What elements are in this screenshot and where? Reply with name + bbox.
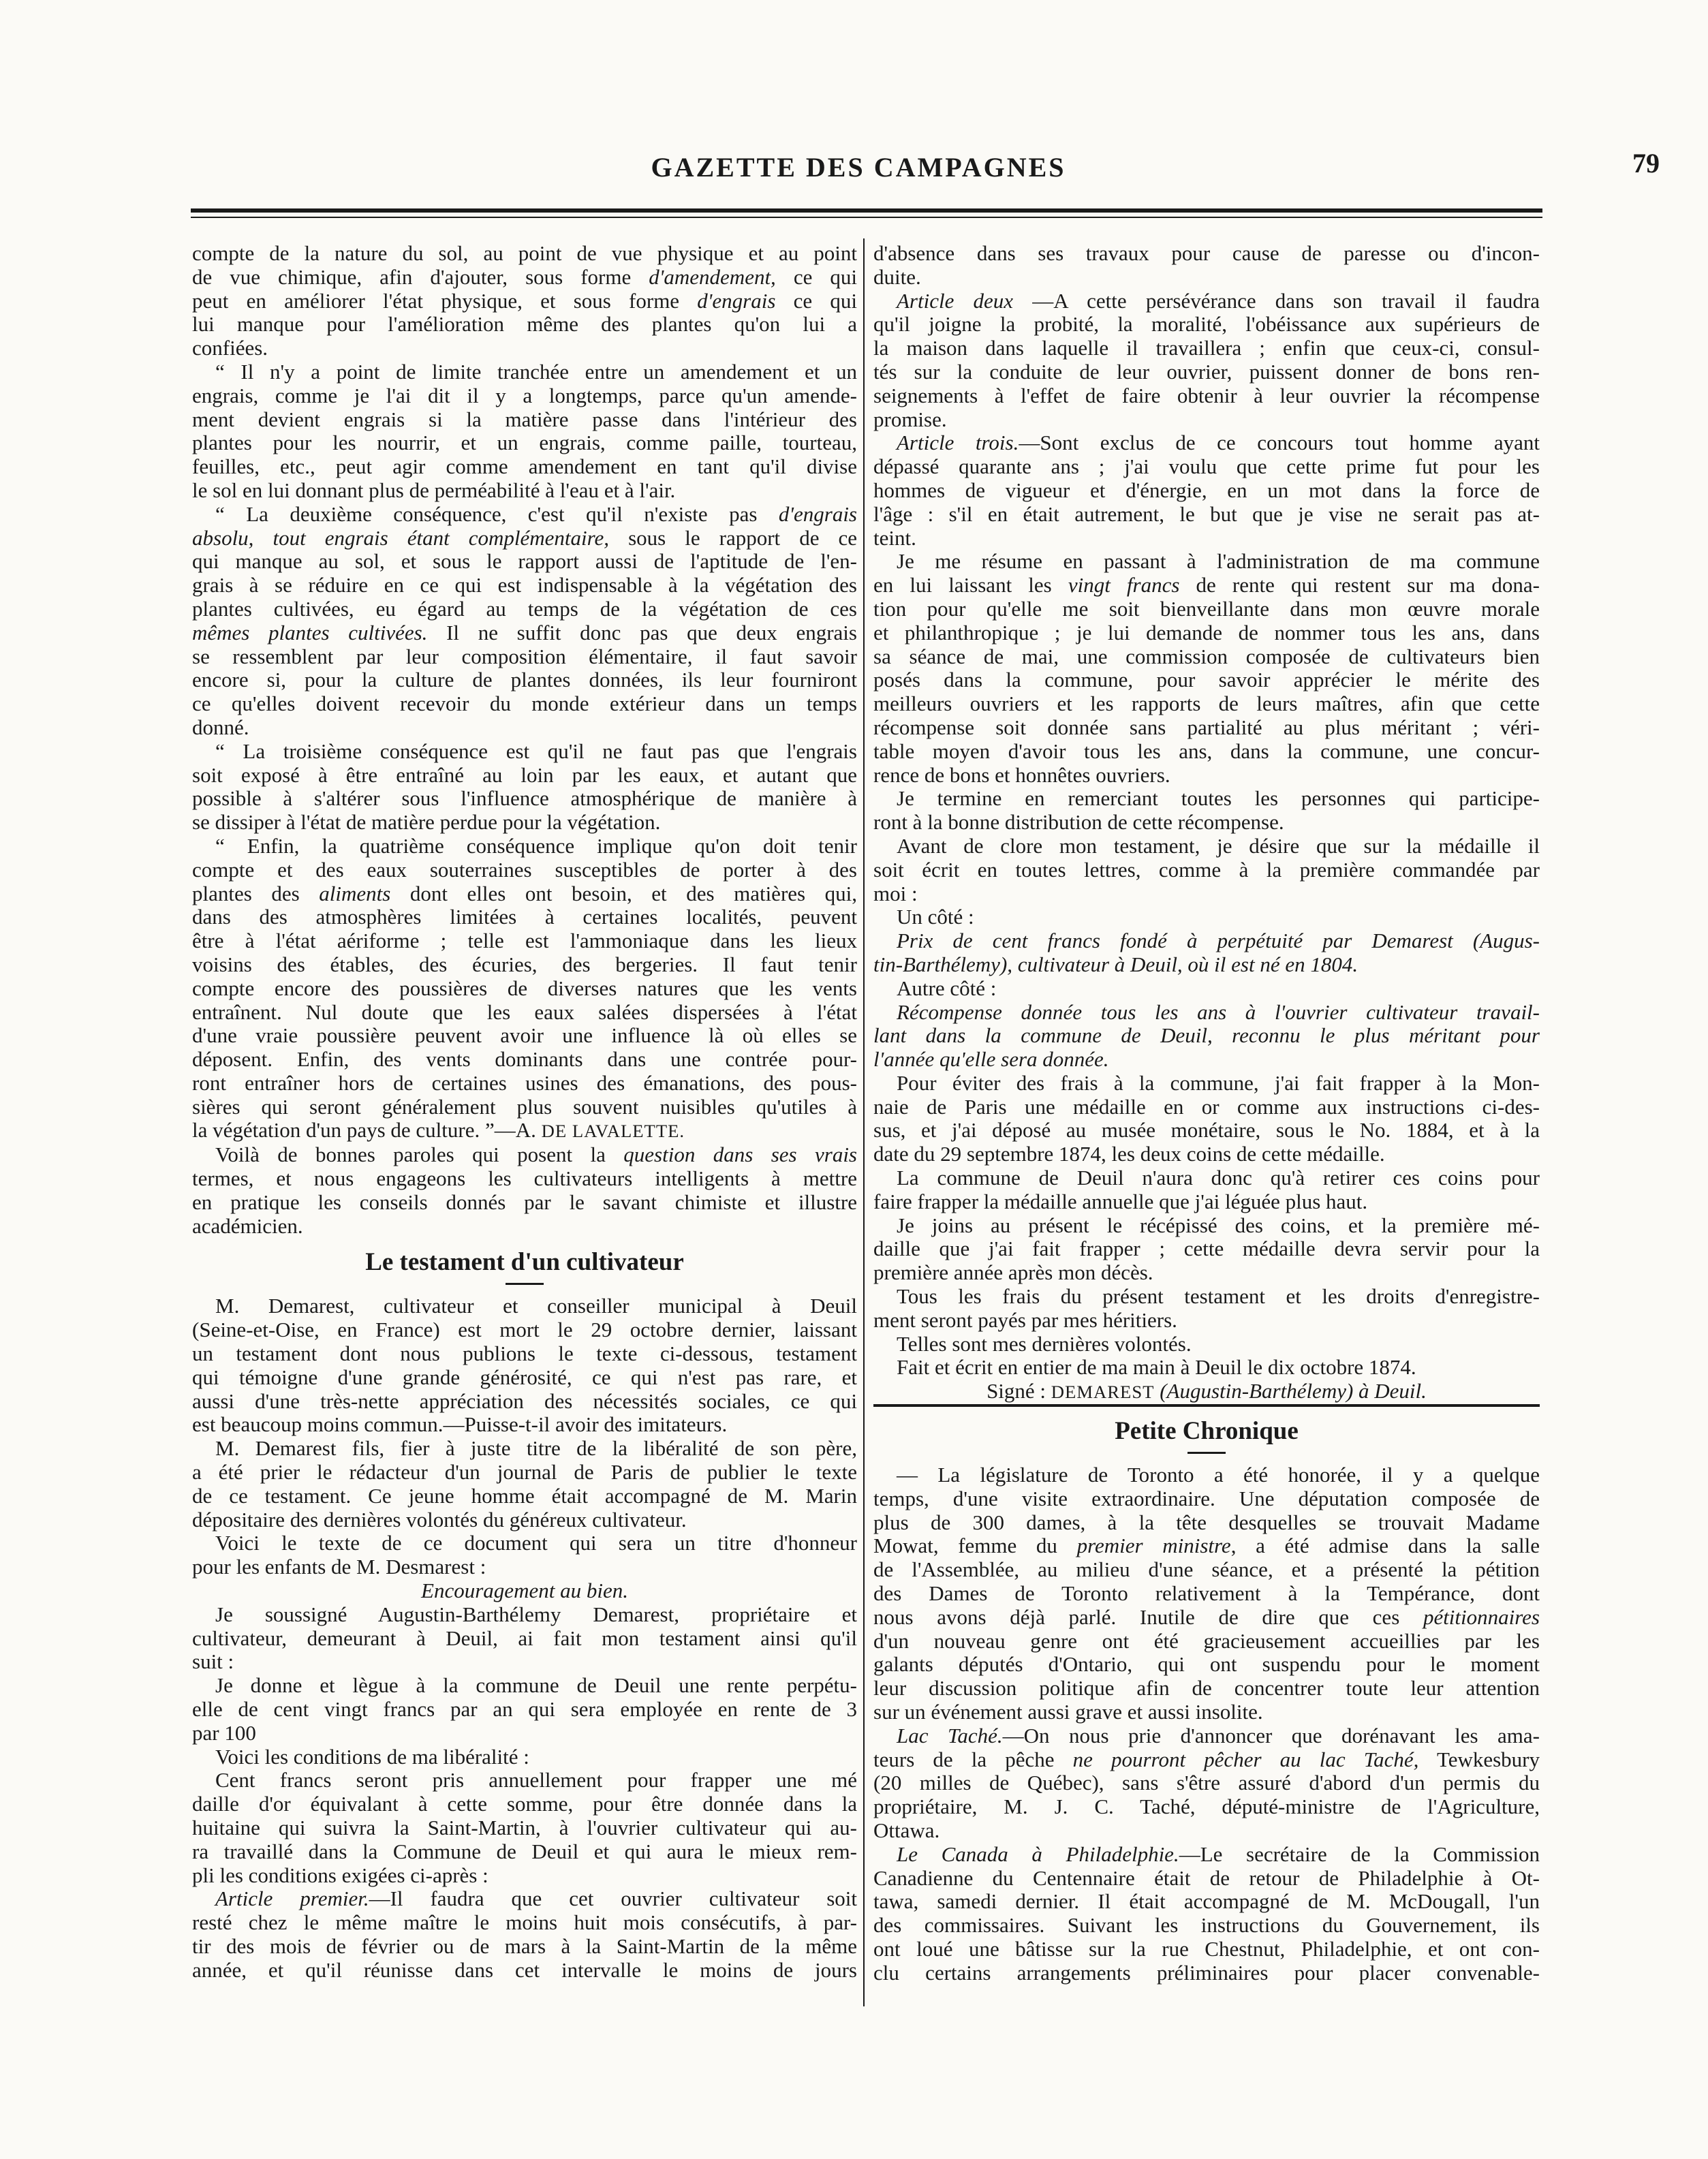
text-line: dans des atmosphères limitées à certaines localités, peuvent <box>192 905 857 929</box>
paragraph <box>192 1294 857 1437</box>
text-run: ce qui <box>775 288 857 313</box>
italic-run: d'amendement, <box>649 264 776 289</box>
text-line: sus, et j'ai déposé au musée monétaire, sous le No. 1884, et à la <box>873 1118 1540 1143</box>
text-line: suit : <box>192 1649 234 1674</box>
text-run: plantes des <box>192 881 320 905</box>
text-line <box>873 1748 1540 1772</box>
text-line: leur discussion politique afin de concentrer toute leur attention <box>873 1676 1540 1700</box>
text-line <box>192 1119 857 1143</box>
text-line: compte et des eaux souterraines susceptibles de porter à des <box>192 857 857 882</box>
text-line: feuilles, etc., peut agir comme amendement en tant qu'il divise <box>192 454 857 479</box>
text-line: galants députés d'Ontario, qui ont suspendu pour le moment <box>873 1652 1540 1677</box>
paragraph <box>192 835 857 1143</box>
text-line: donné. <box>192 715 249 739</box>
text-line: (Seine-et-Oise, en France) est mort le 29 octobre dernier, laissant <box>192 1318 857 1342</box>
text-line: posés dans la commune, pour savoir apprécier le mérite des <box>873 668 1540 692</box>
italic-run: Lac Taché. <box>897 1723 1003 1748</box>
text-line <box>192 1143 857 1167</box>
text-line: plus de 300 dames, à la tête desquelles se trouvait Madame <box>873 1510 1540 1534</box>
text-line <box>873 929 1540 953</box>
paragraph <box>873 929 1540 977</box>
italic-run: pétitionnaires <box>1423 1604 1540 1629</box>
text-line: sa séance de mai, une commission composée de cultivateurs bien <box>873 644 1540 668</box>
text-line: des Dames de Toronto relativement à la Tempérance, dont <box>873 1581 1540 1606</box>
text-line: de l'Assemblée, au milieu d'une séance, et a présenté la pétition <box>873 1557 1540 1582</box>
text-line: l'âge : s'il en était autrement, le but que je vise ne serait pas at- <box>873 501 1540 526</box>
italic-run: Prix de cent francs fondé à perpétuité par Demarest (Augus- <box>897 929 1540 953</box>
text-run: de rente qui restent sur ma dona- <box>1179 573 1540 597</box>
text-line: huitaine qui suivra la Saint-Martin, à l'ouvrier cultivateur qui au- <box>192 1816 857 1839</box>
text-line: a été prier le rédacteur d'un journal de Paris de publier le texte <box>192 1460 857 1485</box>
paragraph <box>873 905 1540 929</box>
text-run: —On nous prie d'annoncer que dorénavant les ama- <box>1002 1723 1540 1748</box>
text-run: Tewkesbury <box>1418 1747 1540 1771</box>
text-line: compte encore des poussières de diverses natures que les vents <box>192 976 857 1000</box>
text-line: d'une vraie poussière peuvent avoir une influence là où elles se <box>192 1023 857 1048</box>
text-line: “ Enfin, la quatrième conséquence implique qu'on doit tenir <box>215 833 857 858</box>
text-line <box>192 266 857 290</box>
text-line: tion pour qu'elle me soit bienveillante dans mon œuvre morale <box>873 596 1540 621</box>
paragraph <box>873 1166 1540 1214</box>
paragraph <box>873 1072 1540 1166</box>
italic-run: Récompense donnée tous les ans à l'ouvrier cultivateur travail- <box>897 999 1540 1024</box>
text-line: plantes pour les nourrir, et un engrais, comme paille, tourteau, <box>192 431 857 455</box>
right-column <box>873 242 1540 1985</box>
header-rule-thin <box>191 217 1542 218</box>
text-line <box>873 1048 1540 1072</box>
text-line: ment devient engrais si la matière passe dans l'intérieur des <box>192 407 857 431</box>
text-run: sous le rapport de ce <box>609 525 857 550</box>
paragraph <box>873 1214 1540 1285</box>
centered-paragraph <box>192 1579 857 1603</box>
text-line: clu certains arrangements préliminaires pour placer convenable- <box>873 1960 1540 1985</box>
text-line: première année après mon décès. <box>873 1260 1153 1285</box>
text-line: (20 milles de Québec), sans s'être assuré d'abord d'un permis du <box>873 1771 1540 1795</box>
text-line: pour les enfants de M. Desmarest : <box>192 1555 486 1579</box>
paragraph <box>873 550 1540 787</box>
italic-run: premier ministre <box>1076 1534 1231 1558</box>
header-rule-thick <box>191 208 1542 213</box>
text-run: la végétation d'un pays de culture. ”—A. <box>192 1118 542 1143</box>
text-line: “ La troisième conséquence est qu'il ne faut pas que l'engrais <box>215 739 857 763</box>
small-caps-run: DE LAVALETTE. <box>541 1121 685 1142</box>
text-run: —A cette persévérance dans son travail il faudra <box>1013 288 1540 313</box>
text-line <box>873 1024 1540 1048</box>
publication-title: GAZETTE DES CAMPAGNES <box>651 152 1066 183</box>
paragraph <box>192 1603 857 1674</box>
text-line: est beaucoup moins commun.—Puisse-t-il avoir des imitateurs. <box>192 1412 728 1437</box>
text-line: Je joins au présent le récépissé des coins, et la première mé- <box>897 1213 1540 1237</box>
text-line: propriétaire, M. J. C. Taché, député-ministre de l'Agriculture, <box>873 1795 1540 1819</box>
text-line: elle de cent vingt francs par an qui sera employée en rente de 3 <box>192 1697 857 1722</box>
italic-run: Article deux <box>897 288 1014 313</box>
column-divider <box>863 238 865 2006</box>
section-heading-title: Le testament d'un cultivateur <box>365 1248 684 1277</box>
text-line: Fait et écrit en entier de ma main à Deuil le dix octobre 1874. <box>897 1355 1416 1380</box>
text-line: naie de Paris une médaille en or comme aux instructions ci-des- <box>873 1094 1540 1119</box>
text-line: des commissaires. Suivant les instructions du Gouvernement, ils <box>873 1913 1540 1938</box>
text-run: Signé : <box>987 1379 1051 1403</box>
text-line <box>192 1887 857 1911</box>
text-line <box>192 290 857 313</box>
section-heading-title: Petite Chronique <box>1115 1417 1299 1446</box>
text-line: par 100 <box>192 1720 256 1745</box>
paragraph <box>873 431 1540 550</box>
text-line: seignements à l'effet de faire obtenir à leur ouvrier la récompense <box>873 383 1540 407</box>
small-caps-run: DEMAREST <box>1051 1382 1155 1403</box>
text-line: voisins des étables, des écuries, des bergeries. Il faut tenir <box>192 952 857 976</box>
text-line <box>873 574 1540 597</box>
text-line <box>192 527 857 550</box>
text-line: M. Demarest fils, fier à juste titre de la libéralité de son père, <box>215 1436 857 1461</box>
text-line: duite. <box>873 264 921 289</box>
text-line: se dissiper à l'état de matière perdue pour la végétation. <box>192 810 661 835</box>
text-line: tir des mois de février ou de mars à la Saint-Martin de la même <box>192 1933 857 1958</box>
italic-run: question dans ses vrais <box>623 1143 857 1167</box>
paragraph <box>873 290 1540 432</box>
paragraph <box>192 1745 857 1769</box>
text-line: qui témoigne d'une grande générosité, ce qui n'est pas rare, et <box>192 1365 857 1389</box>
text-line: confiées. <box>192 336 268 360</box>
text-line <box>873 1843 1540 1867</box>
text-line <box>873 431 1540 455</box>
paragraph <box>873 1356 1540 1380</box>
text-line: daille d'or équivalant à cette somme, pour être donnée dans la <box>192 1792 857 1816</box>
paragraph <box>873 1333 1540 1356</box>
text-line: d'un nouveau genre ont été gracieusement accueillies par les <box>873 1628 1540 1653</box>
paragraph <box>873 977 1540 1001</box>
text-line: termes, et nous engageons les cultivateurs intelligents à mettre <box>192 1166 857 1191</box>
paragraph <box>192 1887 857 1982</box>
text-run: , a été admise dans la salle <box>1230 1534 1540 1558</box>
text-line: daille que j'ai fait frapper ; cette médaille devra servir pour la <box>873 1237 1540 1261</box>
italic-run: aliments <box>319 881 391 905</box>
text-line: date du 29 septembre 1874, les deux coins de cette médaille. <box>873 1142 1385 1166</box>
text-line: — La législature de Toronto a été honorée, il y a quelque <box>897 1463 1540 1487</box>
text-line: possible à s'altérer sous l'influence atmosphérique de manière à <box>192 786 857 811</box>
text-line: ront à la bonne distribution de cette récompense. <box>873 810 1284 835</box>
text-line <box>192 1579 857 1603</box>
section-heading <box>192 1238 857 1294</box>
italic-run: (Augustin-Barthélemy) à Deuil. <box>1160 1379 1427 1403</box>
text-line: encore si, pour la culture de plantes données, ils leur fourniront <box>192 668 857 692</box>
text-line: plantes cultivées, eu égard au temps de la végétation de ces <box>192 596 857 621</box>
text-line: La commune de Deuil n'aura donc qu'à retirer ces coins pour <box>897 1166 1540 1190</box>
text-line: engrais, comme je l'ai dit il y a longtemps, parce qu'un amende- <box>192 383 857 407</box>
text-line: aussi d'une très-nette appréciation des nécessités sociales, ce qui <box>192 1388 857 1413</box>
paragraph <box>873 1285 1540 1333</box>
text-line: entraînent. Nul doute que les eaux salées dispersées à l'état <box>192 999 857 1024</box>
italic-run: Encouragement au bien. <box>421 1579 628 1603</box>
text-line <box>873 1606 1540 1630</box>
text-line: ment seront payés par mes héritiers. <box>873 1307 1177 1332</box>
text-line <box>192 621 857 645</box>
text-line: le sol en lui donnant plus de perméabilité à l'eau et à l'air. <box>192 478 676 502</box>
italic-run: tin-Barthélemy), cultivateur à Deuil, où il est né en 1804. <box>873 952 1358 976</box>
text-line <box>873 290 1540 313</box>
paragraph <box>192 242 857 360</box>
text-run: teurs de la pêche <box>873 1747 1073 1771</box>
text-line: Je me résume en passant à l'administration de ma commune <box>897 549 1540 574</box>
text-line: Avant de clore mon testament, je désire que sur la médaille il <box>897 833 1540 858</box>
text-line: récompense soit donnée sans partialité au plus méritant ; véri- <box>873 715 1540 739</box>
text-line: Voici le texte de ce document qui sera un titre d'honneur <box>215 1531 857 1555</box>
text-line <box>873 1724 1540 1748</box>
text-line <box>192 503 857 527</box>
text-line: meilleurs ouvriers et les rapports de leurs maîtres, afin que cette <box>873 692 1540 716</box>
text-line: qu'il joigne la probité, la moralité, l'obéissance aux supérieurs de <box>873 312 1540 337</box>
paragraph <box>873 1843 1540 1985</box>
paragraph <box>192 1437 857 1532</box>
italic-run: l'année qu'elle sera donnée. <box>873 1047 1109 1072</box>
paragraph <box>873 1463 1540 1724</box>
text-line: sières qui seront généralement plus souvent nuisibles qu'utiles à <box>192 1094 857 1119</box>
text-line: année, et qu'il réunisse dans cet intervalle le moins de jours <box>192 1957 857 1982</box>
text-run: dont elles ont besoin, et des matières qui, <box>390 881 858 905</box>
text-run: —Sont exclus de ce concours tout homme ayant <box>1019 431 1540 455</box>
text-line <box>192 882 857 906</box>
text-line: un testament dont nous publions le texte ci-dessous, testament <box>192 1341 857 1366</box>
text-line: Je termine en remerciant toutes les personnes qui participe- <box>897 786 1540 811</box>
paragraph <box>873 242 1540 290</box>
text-line: rence de bons et honnêtes ouvriers. <box>873 762 1170 787</box>
text-line: ront entraîner hors de certaines usines des émanations, des pous- <box>192 1070 857 1095</box>
text-line: dépositaire des dernières volontés du généreux cultivateur. <box>192 1507 687 1532</box>
italic-run: vingt francs <box>1068 573 1180 597</box>
text-line: sur un événement aussi grave et aussi insolite. <box>873 1700 1263 1724</box>
paragraph <box>873 835 1540 905</box>
text-line: d'absence dans ses travaux pour cause de paresse ou d'incon- <box>873 241 1540 265</box>
text-run: —Il faudra que cet ouvrier cultivateur soit <box>369 1886 857 1911</box>
text-line: en pratique les conseils donnés par le savant chimiste et illustre <box>192 1190 857 1214</box>
text-run: Il ne suffit donc pas que deux engrais <box>427 620 857 644</box>
italic-run: Le Canada à Philadelphie. <box>897 1842 1179 1866</box>
text-line: teint. <box>873 525 916 550</box>
text-line: grais à se réduire en ce qui est indispensable à la végétation des <box>192 573 857 597</box>
section-heading <box>873 1407 1540 1463</box>
text-line: temps, d'une visite extraordinaire. Une députation composée de <box>873 1486 1540 1510</box>
text-line <box>873 1001 1540 1025</box>
text-line: Je soussigné Augustin-Barthélemy Demarest, propriétaire et <box>215 1602 857 1626</box>
text-line: lui manque pour l'amélioration même des plantes qu'on lui a <box>192 312 857 337</box>
text-run: en lui laissant les <box>873 573 1068 597</box>
text-line: tés sur la conduite de leur ouvrier, puissent donner de bons ren- <box>873 359 1540 384</box>
centered-paragraph <box>873 1380 1540 1404</box>
italic-run: Article premier. <box>215 1886 369 1911</box>
text-line: soit écrit en toutes lettres, comme à la première commandée par <box>873 857 1540 882</box>
paragraph <box>192 1143 857 1238</box>
text-line: “ Il n'y a point de limite tranchée entre un amendement et un <box>215 359 857 384</box>
paragraph <box>873 1001 1540 1072</box>
text-line: faire frapper la médaille annuelle que j'ai léguée plus haut. <box>873 1189 1368 1213</box>
italic-run: d'engrais <box>778 501 857 526</box>
heading-underline <box>1187 1452 1226 1454</box>
text-line: se ressemblent par leur composition élémentaire, il faut savoir <box>192 644 857 668</box>
italic-run: mêmes plantes cultivées. <box>192 620 428 644</box>
text-run: de vue chimique, afin d'ajouter, sous forme <box>192 264 649 289</box>
text-run: “ La deuxième conséquence, c'est qu'il n'existe pas <box>215 501 779 526</box>
text-line: académicien. <box>192 1213 303 1238</box>
text-line: Un côté : <box>897 905 974 929</box>
text-line: déposent. Enfin, des vents dominants dans une contrée pour- <box>192 1047 857 1072</box>
text-line: moi : <box>873 881 918 905</box>
text-line: Je donne et lègue à la commune de Deuil une rente perpétu- <box>215 1673 857 1698</box>
text-line: Telles sont mes dernières volontés. <box>897 1331 1192 1356</box>
italic-run: absolu, tout engrais étant complémentaire, <box>192 525 610 550</box>
text-line: Autre côté : <box>897 976 997 1000</box>
text-line: pli les conditions exigées ci-après : <box>192 1863 488 1887</box>
text-line: ce qu'elles doivent recevoir du monde extérieur dans un temps <box>192 692 857 716</box>
italic-run: d'engrais <box>697 288 776 313</box>
text-line: cultivateur, demeurant à Deuil, ai fait mon testament ainsi qu'il <box>192 1626 857 1650</box>
paragraph <box>873 1724 1540 1843</box>
paragraph <box>192 503 857 740</box>
text-line: hommes de vigueur et d'énergie, en un mot dans la force de <box>873 478 1540 502</box>
text-line: Voici les conditions de ma libéralité : <box>215 1744 529 1769</box>
text-line: resté chez le même maître le moins huit mois consécutifs, à par- <box>192 1910 857 1935</box>
text-line: qui manque au sol, et sous le rapport aussi de l'aptitude de l'en- <box>192 549 857 574</box>
paragraph <box>192 1769 857 1887</box>
text-line: tawa, samedi dernier. Il était accompagné de M. McDougall, l'un <box>873 1889 1540 1914</box>
text-line: de ce testament. Ce jeune homme était accompagné de M. Marin <box>192 1483 857 1508</box>
page-number: 79 <box>1632 148 1660 178</box>
paragraph <box>873 787 1540 835</box>
text-line: ont loué une bâtisse sur la rue Chestnut, Philadelphie, et ont con- <box>873 1936 1540 1961</box>
text-line: la maison dans laquelle il travaillera ; enfin que ceux-ci, consul- <box>873 336 1540 360</box>
text-line: Canadienne du Centennaire était de retour de Philadelphie à Ot- <box>873 1865 1540 1890</box>
text-run: Voilà de bonnes paroles qui posent la <box>215 1143 624 1167</box>
text-line <box>873 1534 1540 1558</box>
text-run: ce qui <box>775 264 857 289</box>
text-line: promise. <box>873 407 947 431</box>
text-line: et philanthropique ; je lui demande de nommer tous les ans, dans <box>873 620 1540 644</box>
text-line: M. Demarest, cultivateur et conseiller municipal à Deuil <box>215 1294 857 1318</box>
paragraph <box>192 740 857 835</box>
text-line: Pour éviter des frais à la commune, j'ai fait frapper à la Mon- <box>897 1070 1540 1095</box>
text-run: nous avons déjà parlé. Inutile de dire que ces <box>873 1604 1423 1629</box>
text-line: Tous les frais du présent testament et les droits d'enregistre- <box>897 1284 1540 1309</box>
paragraph <box>192 1674 857 1745</box>
paragraph <box>192 360 857 503</box>
text-line <box>873 1380 1540 1404</box>
text-line: être à l'état aériforme ; telle est l'ammoniaque dans les lieux <box>192 929 857 953</box>
text-line: soit exposé à être entraîné au loin par les eaux, et autant que <box>192 762 857 787</box>
text-line: Ottawa. <box>873 1818 940 1842</box>
text-line: dépassé quarante ans ; j'ai voulu que cette prime fut pour les <box>873 454 1540 479</box>
left-column <box>192 242 857 1983</box>
italic-run: Article trois. <box>897 431 1019 455</box>
italic-run: ne pourront pêcher au lac Taché, <box>1072 1747 1419 1771</box>
text-line: Cent francs seront pris annuellement pour frapper une mé <box>215 1768 857 1792</box>
text-line: compte de la nature du sol, au point de vue physique et au point <box>192 241 857 265</box>
heading-underline <box>506 1283 544 1285</box>
text-run: peut en améliorer l'état physique, et sous forme <box>192 288 698 313</box>
text-run: —Le secrétaire de la Commission <box>1179 1842 1540 1866</box>
text-line: ra travaillé dans la Commune de Deuil et qui aura le mieux rem- <box>192 1839 857 1863</box>
text-line <box>873 953 1540 977</box>
text-line: table moyen d'avoir tous les ans, dans la commune, une concur- <box>873 739 1540 763</box>
italic-run: lant dans la commune de Deuil, reconnu le plus méritant pour <box>873 1023 1540 1048</box>
paragraph <box>192 1532 857 1579</box>
text-run: Mowat, femme du <box>873 1534 1077 1558</box>
